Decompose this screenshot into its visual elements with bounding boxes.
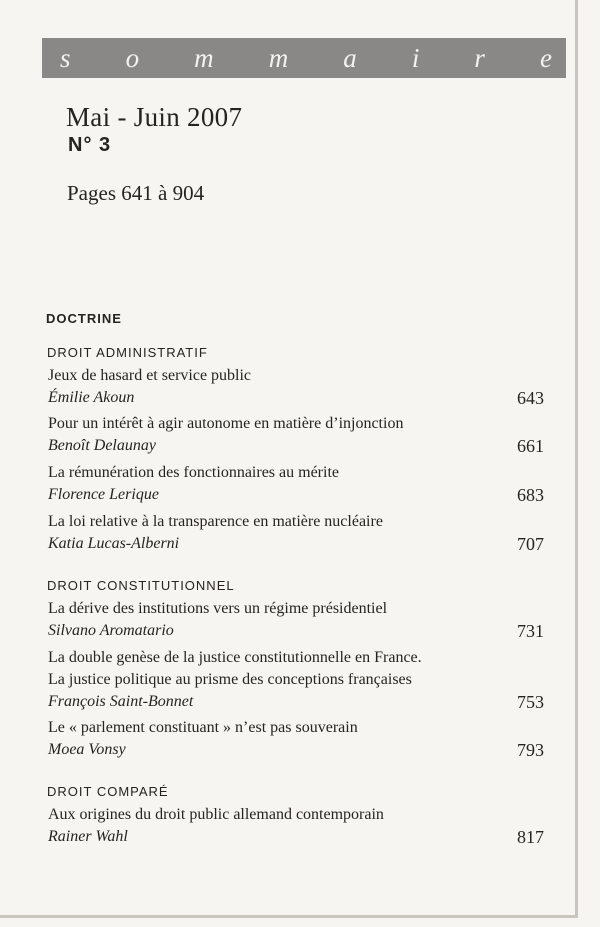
banner-letter: m <box>194 42 214 73</box>
page-number: 731 <box>517 621 544 641</box>
article-author: Silvano Aromatario <box>48 622 174 639</box>
article-title-line-2: La justice politique au prisme des conceptions françaises <box>48 671 412 688</box>
article-title: La dérive des institutions vers un régime présidentiel <box>48 600 388 617</box>
article-title: Le « parlement constituant » n’est pas souverain <box>48 719 358 736</box>
subsection-heading: DROIT COMPARÉ <box>47 784 169 799</box>
toc-entry[interactable] <box>48 717 544 761</box>
issue-date: Mai - Juin 2007 <box>66 102 243 132</box>
banner-letter: m <box>268 42 289 73</box>
page-range: Pages 641 à 904 <box>67 181 205 205</box>
toc-entry[interactable] <box>48 647 544 713</box>
banner-letter: a <box>343 42 357 73</box>
page-number: 817 <box>517 827 544 847</box>
article-author: Moea Vonsy <box>48 741 126 758</box>
subsection-heading: DROIT ADMINISTRATIF <box>47 345 208 360</box>
article-author: Katia Lucas-Alberni <box>48 535 180 552</box>
section-heading: DOCTRINE <box>46 311 122 326</box>
toc-entry[interactable] <box>48 413 544 457</box>
sommaire-banner <box>42 38 566 78</box>
article-title: Aux origines du droit public allemand contemporain <box>48 806 384 823</box>
toc-entry[interactable] <box>48 804 544 848</box>
page-number: 753 <box>517 692 544 712</box>
page-number: 707 <box>517 534 544 554</box>
article-title: La loi relative à la transparence en matière nucléaire <box>48 513 383 530</box>
banner-letter: e <box>539 42 552 73</box>
article-author: Rainer Wahl <box>48 828 128 845</box>
toc-entry[interactable] <box>48 365 544 409</box>
banner-letter: s <box>60 42 71 73</box>
banner-letter: o <box>125 42 140 73</box>
banner-letter: i <box>411 42 420 73</box>
article-author: Florence Lerique <box>48 486 159 503</box>
article-author: François Saint-Bonnet <box>48 693 194 710</box>
page-number: 793 <box>517 740 544 760</box>
page-number: 683 <box>517 485 544 505</box>
issue-number: N° 3 <box>68 134 112 156</box>
article-title: La rémunération des fonctionnaires au mérite <box>48 464 339 481</box>
article-title: Jeux de hasard et service public <box>48 367 252 384</box>
article-author: Émilie Akoun <box>48 389 135 406</box>
toc-entry[interactable] <box>48 511 544 555</box>
subsection-heading: DROIT CONSTITUTIONNEL <box>47 578 235 593</box>
article-title: Pour un intérêt à agir autonome en matière d’injonction <box>48 415 404 432</box>
article-title: La double genèse de la justice constitutionnelle en France. <box>48 649 422 666</box>
article-author: Benoît Delaunay <box>48 437 156 454</box>
toc-entry[interactable] <box>48 598 544 642</box>
page-number: 661 <box>517 436 544 456</box>
page-number: 643 <box>517 388 544 408</box>
banner-letter: r <box>474 42 485 73</box>
toc-entry[interactable] <box>48 462 544 506</box>
